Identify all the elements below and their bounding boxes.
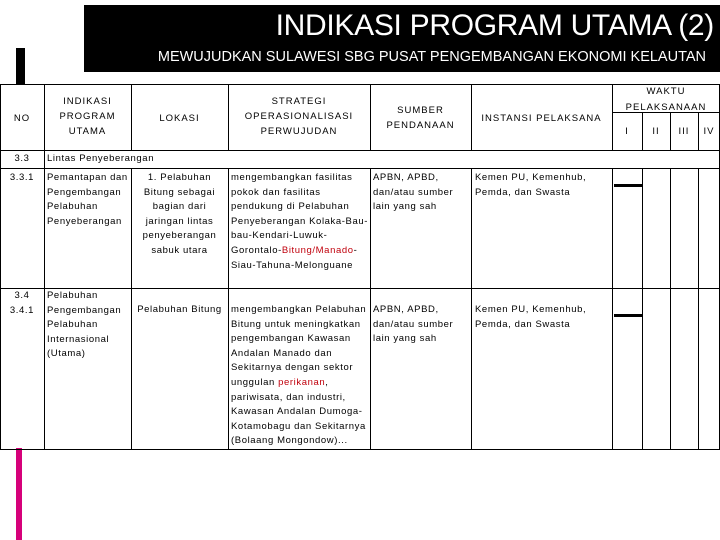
- text-line: Bitung sebagai: [143, 186, 216, 198]
- text-line: Sekitarnya dengan sektor: [231, 362, 354, 374]
- text-line: bagian dari: [152, 201, 207, 213]
- left-accent-bar: [16, 48, 25, 85]
- row-program: [47, 171, 128, 229]
- header-divider: [0, 150, 720, 151]
- text-line: Kemen PU, Kemenhub,: [475, 172, 587, 183]
- schedule-bar: [614, 184, 642, 187]
- text-line: Kotamobagu dan Sekitarnya: [231, 420, 366, 432]
- col-line: [228, 168, 229, 450]
- text-line: Internasional: [47, 333, 110, 345]
- text-line: Pelabuhan: [47, 201, 98, 213]
- text-line: dan/atau sumber: [373, 186, 454, 198]
- header-strategi-line: STRATEGI: [271, 96, 327, 107]
- col-line: [612, 168, 613, 450]
- text-line: mengembangkan fasilitas: [231, 172, 353, 183]
- text-line: Pemda, dan Swasta: [475, 318, 571, 330]
- text-line: Bitung untuk meningkatkan: [231, 318, 361, 330]
- header-waktu-iii: III: [678, 126, 690, 137]
- row-instansi: [475, 303, 586, 332]
- text-line: APBN, APBD,: [373, 304, 439, 315]
- pink-accent-bar: [16, 448, 22, 540]
- highlight-text: perikanan: [278, 376, 326, 388]
- text-line: 3.4.1: [9, 304, 35, 316]
- text-span: ,: [325, 376, 329, 388]
- row-no: 3.3: [14, 153, 30, 164]
- text-line: Pengembangan: [47, 304, 122, 316]
- header-lokasi: LOKASI: [159, 113, 200, 124]
- text-line: penyeberangan: [142, 230, 217, 242]
- row-sumber: [373, 303, 453, 347]
- row-program: [47, 289, 121, 362]
- row-lokasi: Pelabuhan Bitung: [137, 304, 222, 315]
- text-line: 3.4: [14, 290, 30, 301]
- highlight-text: Bitung/Manado: [281, 244, 354, 256]
- text-line: Penyeberangan: [47, 215, 122, 227]
- text-line: pokok dan fasilitas: [231, 186, 321, 198]
- text-line: bau-Kendari-Luwuk-: [231, 230, 328, 242]
- header-strategi-line: PERWUJUDAN: [260, 126, 338, 137]
- waktu-sub-line: [642, 168, 643, 450]
- header-waktu: [612, 84, 720, 116]
- header-indikasi: [44, 94, 131, 139]
- waktu-sub-line: [670, 168, 671, 450]
- row-lokasi: [131, 171, 228, 259]
- text-line: [231, 376, 366, 391]
- text-line: Pelabuhan: [47, 319, 98, 331]
- header-waktu-line: WAKTU: [646, 86, 686, 97]
- text-line: Pemda, dan Swasta: [475, 186, 571, 198]
- text-line: sabuk utara: [151, 244, 208, 256]
- text-line: Penyeberangan Kolaka-Bau-: [231, 215, 369, 227]
- row-strategi: [231, 303, 366, 449]
- text-line: Kawasan Andalan Dumoga-: [231, 406, 363, 418]
- row-strategi: [231, 171, 368, 273]
- text-span: unggulan: [231, 376, 279, 388]
- text-line: lain yang sah: [373, 201, 437, 213]
- text-line: APBN, APBD,: [373, 172, 439, 183]
- row-no: [0, 289, 44, 318]
- text-span: -: [353, 244, 358, 256]
- text-line: lain yang sah: [373, 333, 437, 345]
- header-sumber-line: PENDANAAN: [386, 120, 455, 131]
- header-strategi: [228, 94, 370, 139]
- header-waktu-line: PELAKSANAAN: [625, 102, 707, 113]
- title-banner: [84, 5, 720, 72]
- header-no: NO: [13, 113, 31, 124]
- text-line: Pengembangan: [47, 186, 122, 198]
- text-line: Andalan Manado dan: [231, 347, 333, 359]
- program-table: [0, 84, 720, 450]
- text-span: Gorontalo-: [231, 244, 282, 256]
- text-line: Siau-Tahuna-Melonguane: [231, 259, 353, 271]
- header-instansi: INSTANSI PELAKSANA: [481, 113, 602, 124]
- waktu-sub-line: [698, 168, 699, 450]
- text-line: pendukung di Pelabuhan: [231, 201, 350, 213]
- header-sumber-line: SUMBER: [397, 105, 444, 116]
- text-line: Kemen PU, Kemenhub,: [475, 304, 587, 315]
- text-line: 1. Pelabuhan: [147, 172, 212, 183]
- schedule-bar: [614, 314, 642, 317]
- text-line: pengembangan Kawasan: [231, 333, 351, 345]
- text-line: Pelabuhan: [47, 290, 98, 301]
- page-title: INDIKASI PROGRAM UTAMA (2): [275, 9, 714, 42]
- row-sumber: [373, 171, 453, 215]
- col-line: [370, 168, 371, 450]
- header-waktu-i: I: [625, 126, 629, 137]
- header-strategi-line: OPERASIONALISASI: [244, 111, 354, 122]
- col-line: [471, 168, 472, 450]
- text-line: jaringan lintas: [145, 215, 214, 227]
- page-subtitle: MEWUJUDKAN SULAWESI SBG PUSAT PENGEMBANGAN EKONOMI KELAUTAN: [157, 49, 706, 65]
- text-line: [231, 244, 368, 259]
- text-line: (Bolaang Mongondow)...: [231, 435, 348, 447]
- header-sumber: [370, 103, 471, 133]
- header-waktu-ii: II: [652, 126, 660, 137]
- text-line: (Utama): [47, 348, 86, 360]
- header-indikasi-line: UTAMA: [68, 126, 107, 137]
- text-line: Pemantapan dan: [47, 172, 128, 183]
- row-title: Lintas Penyeberangan: [47, 153, 155, 164]
- col-line: [0, 84, 1, 450]
- header-indikasi-line: PROGRAM: [59, 111, 116, 122]
- row-no: 3.3.1: [9, 172, 35, 183]
- header-indikasi-line: INDIKASI: [63, 96, 112, 107]
- row-instansi: [475, 171, 586, 200]
- text-line: pariwisata, dan industri,: [231, 391, 346, 403]
- header-waktu-iv: IV: [703, 126, 715, 137]
- text-line: mengembangkan Pelabuhan: [231, 304, 367, 315]
- text-line: dan/atau sumber: [373, 318, 454, 330]
